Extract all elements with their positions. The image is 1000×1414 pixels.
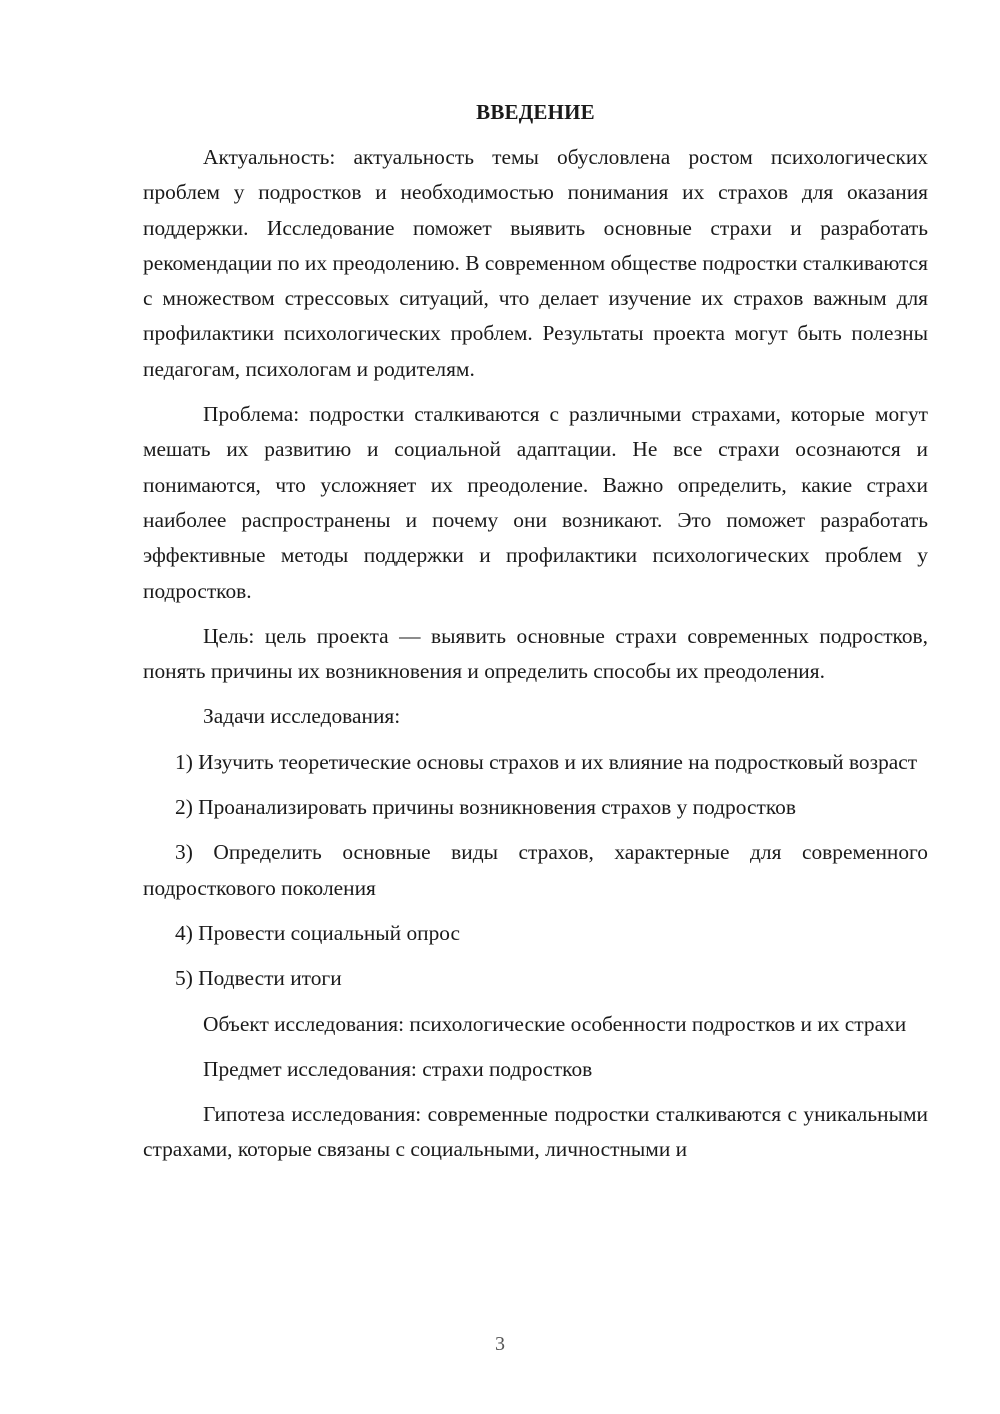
task-item-4: 4) Провести социальный опрос bbox=[175, 920, 461, 945]
task-item-5: 5) Подвести итоги bbox=[175, 966, 342, 991]
task-item-3: 3) Определить основные виды страхов, характерные для современного подросткового поколения bbox=[143, 840, 928, 900]
paragraph-relevance: Актуальность: актуальность темы обусловлена ростом психологических проблем у подростков и необходимостью понимания их страхов для оказания поддержки. Исследование поможет выявить основные страхи и разработать рекомендации по их преодолению. В современном обществе подростки сталкиваются с множеством стрессовых ситуаций, что делает изучение их страхов важным для профилактики психологических проблем. Результаты проекта могут быть полезны педагогам, психологам и родителям. bbox=[143, 145, 928, 381]
task-item-1: 1) Изучить теоретические основы страхов и их влияние на подростковый возраст bbox=[175, 749, 918, 774]
task-item-2: 2) Проанализировать причины возникновения страхов у подростков bbox=[175, 795, 796, 820]
section-heading: ВВЕДЕНИЕ bbox=[476, 100, 595, 124]
paragraph-object: Объект исследования: психологические особенности подростков и их страхи bbox=[203, 1011, 907, 1036]
paragraph-goal: Цель: цель проекта — выявить основные страхи современных подростков, понять причины их возникновения и определить способы их преодоления. bbox=[143, 623, 928, 684]
paragraph-tasks-title: Задачи исследования: bbox=[203, 704, 401, 729]
paragraph-hypothesis: Гипотеза исследования: современные подростки сталкиваются с уникальными страхами, которые связаны с социальными, личностными и bbox=[143, 1102, 928, 1162]
page-number: 3 bbox=[495, 1333, 505, 1355]
paragraph-problem: Проблема: подростки сталкиваются с различными страхами, которые могут мешать их развитию и социальной адаптации. Не все страхи осознаются и понимаются, что усложняет их преодоление. Важно определить, какие страхи наиболее распространены и почему они возникают. Это поможет разработать эффективные методы поддержки и профилактики психологических проблем у подростков. bbox=[143, 402, 928, 603]
page-content bbox=[143, 95, 928, 1178]
paragraph-subject: Предмет исследования: страхи подростков bbox=[203, 1056, 593, 1081]
